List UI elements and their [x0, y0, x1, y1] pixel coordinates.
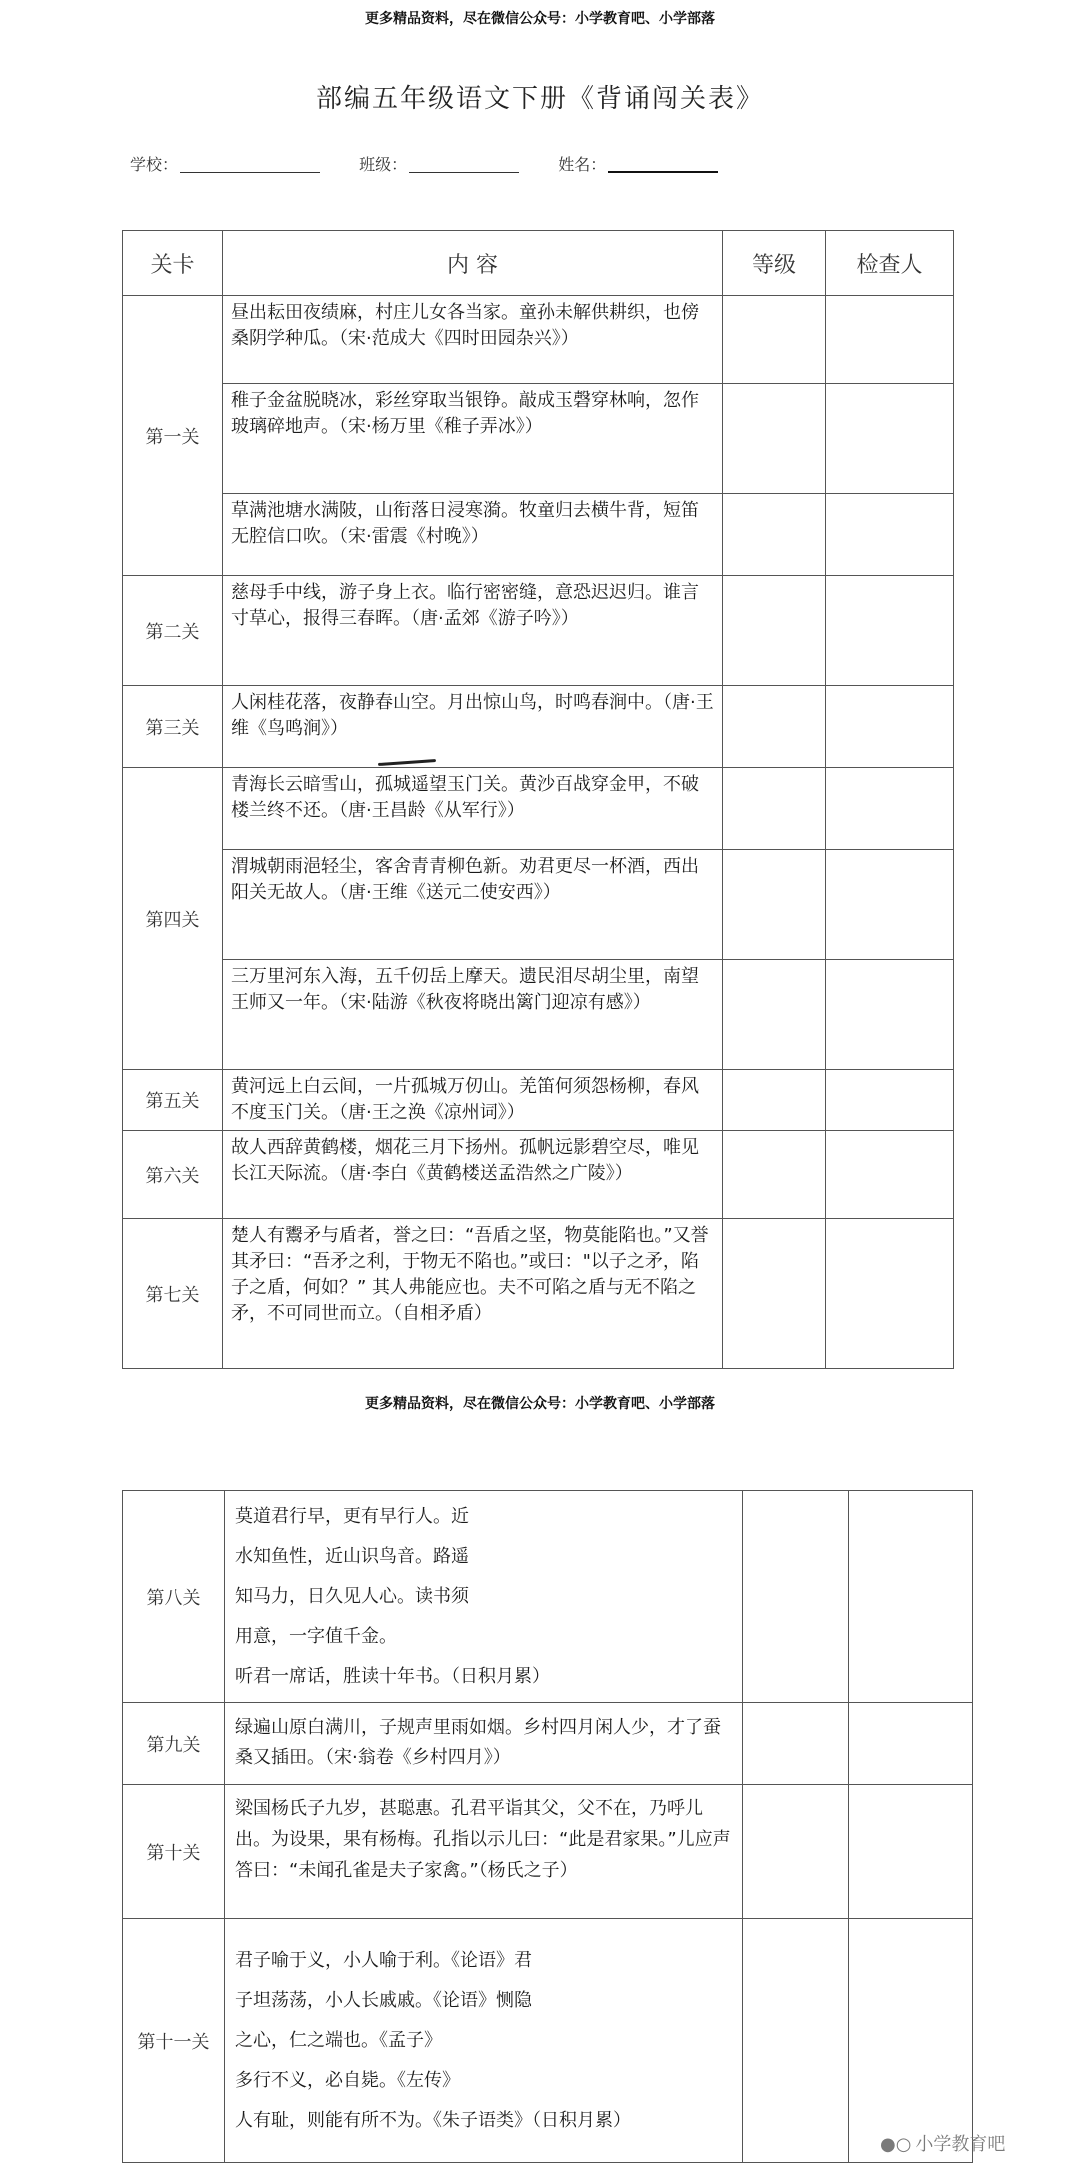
recitation-table-page-1 — [122, 230, 954, 1369]
content-cell: 渭城朝雨浥轻尘，客舍青青柳色新。劝君更尽一杯酒，西出阳关无故人。（唐·王维《送元二使安西》） — [223, 850, 723, 960]
table-row — [123, 686, 954, 768]
student-info-row — [130, 152, 724, 175]
name-blank — [608, 155, 718, 173]
header-grade: 等级 — [723, 231, 826, 296]
checker-cell[interactable] — [849, 1703, 973, 1785]
checker-cell[interactable] — [826, 768, 954, 850]
content-line: 之心，仁之端也。《孟子》 — [235, 2029, 442, 2051]
table-row — [123, 1785, 973, 1919]
grade-cell[interactable] — [723, 296, 826, 384]
grade-cell[interactable] — [723, 768, 826, 850]
content-line: 莫道君行早，更有早行人。近 — [235, 1505, 469, 1527]
checker-cell[interactable] — [826, 494, 954, 576]
content-cell: 黄河远上白云间，一片孤城万仞山。羌笛何须怨杨柳，春风不度玉门关。（唐·王之涣《凉州词》） — [223, 1070, 723, 1131]
table-row — [123, 576, 954, 686]
name-label: 姓名： — [558, 155, 607, 174]
content-cell: 稚子金盆脱晓冰，彩丝穿取当银铮。敲成玉磬穿林响，忽作玻璃碎地声。（宋·杨万里《稚子弄冰》） — [223, 384, 723, 494]
level-cell: 第五关 — [123, 1070, 223, 1131]
level-cell: 第九关 — [123, 1703, 225, 1785]
header-level: 关卡 — [123, 231, 223, 296]
grade-cell[interactable] — [743, 1919, 849, 2163]
grade-cell[interactable] — [743, 1491, 849, 1703]
content-cell: 草满池塘水满陂，山衔落日浸寒漪。牧童归去横牛背，短笛无腔信口吹。（宋·雷震《村晚》） — [223, 494, 723, 576]
table-row — [123, 384, 954, 494]
table-row — [123, 1703, 973, 1785]
grade-cell[interactable] — [723, 384, 826, 494]
content-line: 听君一席话，胜读十年书。（日积月累） — [235, 1665, 550, 1687]
content-line: 子坦荡荡，小人长戚戚。《论语》恻隐 — [235, 1989, 532, 2011]
grade-cell[interactable] — [743, 1703, 849, 1785]
content-cell: 绿遍山原白满川，子规声里雨如烟。乡村四月闲人少，才了蚕桑又插田。（宋·翁卷《乡村四月》） — [225, 1703, 743, 1785]
level-cell: 第四关 — [123, 768, 223, 1070]
wechat-icon: ●○ — [880, 2134, 912, 2155]
content-cell: 慈母手中线，游子身上衣。临行密密缝，意恐迟迟归。谁言寸草心，报得三春晖。（唐·孟郊《游子吟》） — [223, 576, 723, 686]
grade-cell[interactable] — [723, 960, 826, 1070]
recitation-table-page-2 — [122, 1490, 973, 2163]
checker-cell[interactable] — [826, 1070, 954, 1131]
checker-cell[interactable] — [826, 384, 954, 494]
level-cell: 第八关 — [123, 1491, 225, 1703]
grade-cell[interactable] — [723, 1219, 826, 1369]
content-cell: 人闲桂花落，夜静春山空。月出惊山鸟，时鸣春涧中。（唐·王维《鸟鸣涧》） — [223, 686, 723, 768]
school-blank — [180, 156, 320, 173]
checker-cell[interactable] — [826, 850, 954, 960]
content-cell: 故人西辞黄鹤楼，烟花三月下扬州。孤帆远影碧空尽，唯见长江天际流。（唐·李白《黄鹤楼送孟浩然之广陵》） — [223, 1131, 723, 1219]
table-header-row — [123, 231, 954, 296]
content-cell: 青海长云暗雪山，孤城遥望玉门关。黄沙百战穿金甲，不破楼兰终不还。（唐·王昌龄《从军行》） — [223, 768, 723, 850]
top-banner: 更多精品资料，尽在微信公众号：小学教育吧、小学部落 — [365, 11, 715, 27]
grade-cell[interactable] — [723, 686, 826, 768]
watermark — [880, 2130, 1005, 2156]
header-checker: 检查人 — [826, 231, 954, 296]
table-row — [123, 1070, 954, 1131]
content-cell: 楚人有鬻矛与盾者，誉之曰：“吾盾之坚，物莫能陷也。”又誉其矛曰：“吾矛之利，于物无不陷也。”或曰："以子之矛，陷子之盾，何如？” 其人弗能应也。夫不可陷之盾与无不陷之矛，不可同世而立。（自相矛盾） — [223, 1219, 723, 1369]
checker-cell[interactable] — [849, 1491, 973, 1703]
level-cell: 第十一关 — [123, 1919, 225, 2163]
school-label: 学校： — [130, 155, 179, 174]
table-row — [123, 1491, 973, 1703]
grade-cell[interactable] — [723, 494, 826, 576]
content-line: 水知鱼性，近山识鸟音。路遥 — [235, 1545, 469, 1567]
content-cell: 三万里河东入海，五千仞岳上摩天。遗民泪尽胡尘里，南望王师又一年。（宋·陆游《秋夜将晓出篱门迎凉有感》） — [223, 960, 723, 1070]
content-cell: 昼出耘田夜绩麻，村庄儿女各当家。童孙未解供耕织，也傍桑阴学种瓜。（宋·范成大《四时田园杂兴》） — [223, 296, 723, 384]
middle-banner: 更多精品资料，尽在微信公众号：小学教育吧、小学部落 — [365, 1396, 715, 1412]
grade-cell[interactable] — [743, 1785, 849, 1919]
checker-cell[interactable] — [826, 576, 954, 686]
content-line: 知马力，日久见人心。读书须 — [235, 1585, 469, 1607]
level-cell: 第二关 — [123, 576, 223, 686]
content-line: 人有耻，则能有所不为。《朱子语类》（日积月累） — [235, 2109, 631, 2131]
page-title: 部编五年级语文下册《背诵闯关表》 — [315, 84, 764, 114]
level-cell: 第七关 — [123, 1219, 223, 1369]
watermark-text: 小学教育吧 — [915, 2134, 1006, 2155]
checker-cell[interactable] — [826, 686, 954, 768]
level-cell: 第十关 — [123, 1785, 225, 1919]
checker-cell[interactable] — [849, 1919, 973, 2163]
checker-cell[interactable] — [826, 1131, 954, 1219]
level-cell: 第六关 — [123, 1131, 223, 1219]
table-row — [123, 850, 954, 960]
class-label: 班级： — [359, 155, 408, 174]
table-row — [123, 1219, 954, 1369]
checker-cell[interactable] — [849, 1785, 973, 1919]
level-cell: 第一关 — [123, 296, 223, 576]
table-row — [123, 1131, 954, 1219]
grade-cell[interactable] — [723, 1131, 826, 1219]
content-line: 多行不义，必自毙。《左传》 — [235, 2069, 460, 2091]
checker-cell[interactable] — [826, 296, 954, 384]
table-row — [123, 960, 954, 1070]
header-content: 内 容 — [223, 231, 723, 296]
checker-cell[interactable] — [826, 960, 954, 1070]
grade-cell[interactable] — [723, 576, 826, 686]
table-row — [123, 296, 954, 384]
content-line: 君子喻于义，小人喻于利。《论语》君 — [235, 1949, 532, 1971]
table-row — [123, 768, 954, 850]
grade-cell[interactable] — [723, 1070, 826, 1131]
level-cell: 第三关 — [123, 686, 223, 768]
content-cell — [225, 1491, 743, 1703]
table-row — [123, 1919, 973, 2163]
content-cell — [225, 1919, 743, 2163]
class-blank — [409, 156, 519, 173]
grade-cell[interactable] — [723, 850, 826, 960]
content-line: 用意，一字值千金。 — [235, 1625, 397, 1647]
table-row — [123, 494, 954, 576]
checker-cell[interactable] — [826, 1219, 954, 1369]
content-cell: 梁国杨氏子九岁，甚聪惠。孔君平诣其父，父不在，乃呼儿出。为设果，果有杨梅。孔指以示儿曰：“此是君家果。”儿应声答曰：“未闻孔雀是夫子家禽。”（杨氏之子） — [225, 1785, 743, 1919]
